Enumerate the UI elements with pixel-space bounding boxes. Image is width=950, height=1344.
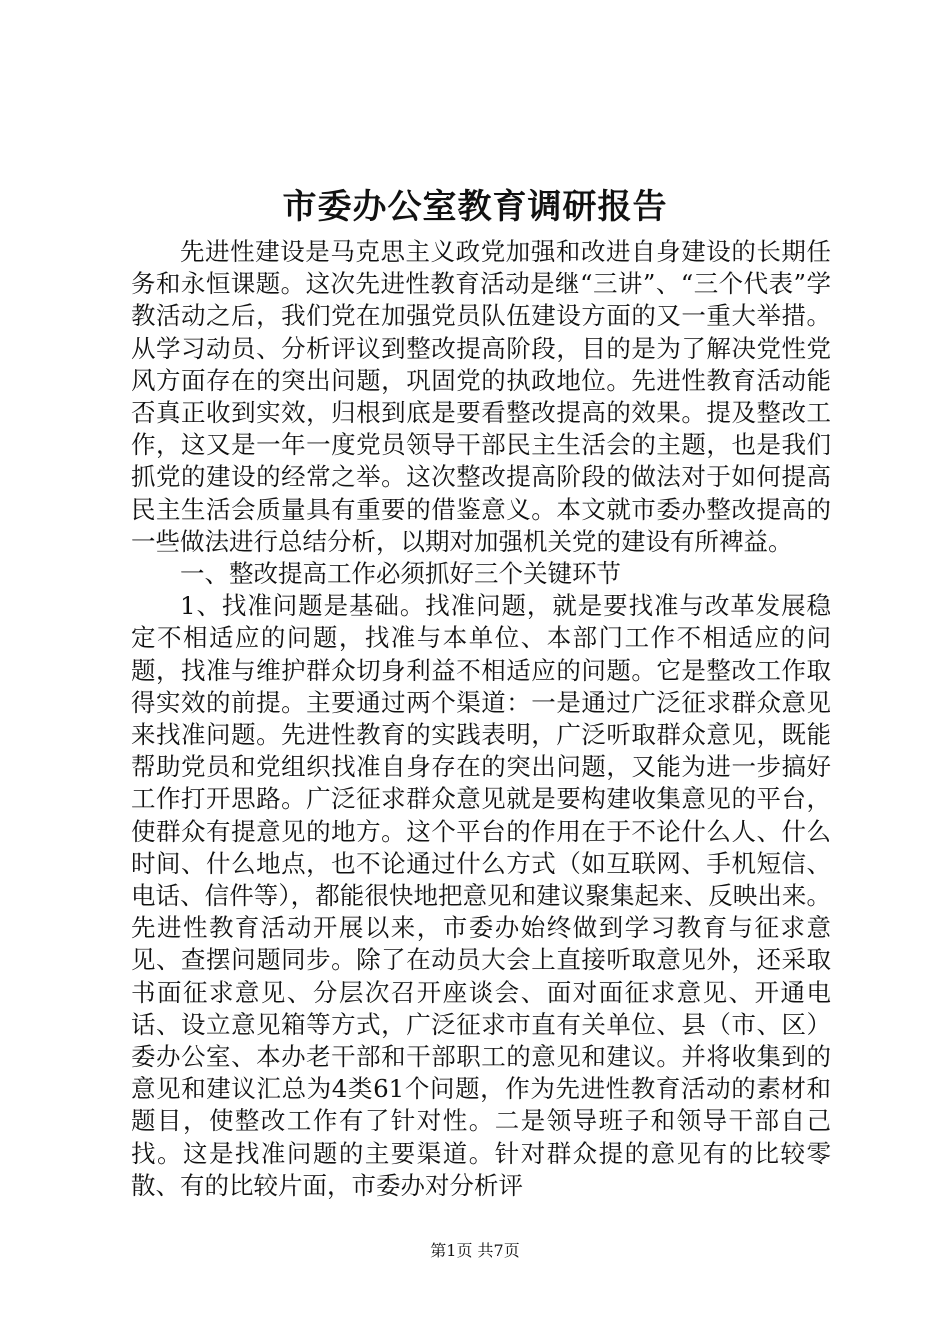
intro-paragraph: 先进性建设是马克思主义政党加强和改进自身建设的长期任务和永恒课题。这次先进性教育活动是继“三讲”、“三个代表”学教活动之后，我们党在加强党员队伍建设方面的又一重大举措。从学习动员、分析评议到整改提高阶段，目的是为了解决党性党风方面存在的突出问题，巩固党的执政地位。先进性教育活动能否真正收到实效，归根到底是要看整改提高的效果。提及整改工作，这又是一年一度党员领导干部民主生活会的主题，也是我们抓党的建设的经常之举。这次整改提高阶段的做法对于如何提高民主生活会质量具有重要的借鉴意义。本文就市委办整改提高的一些做法进行总结分析，以期对加强机关党的建设有所裨益。 bbox=[131, 237, 831, 556]
document-title: 市委办公室教育调研报告 bbox=[282, 187, 668, 227]
section-paragraph: 1、找准问题是基础。找准问题，就是要找准与改革发展稳定不相适应的问题，找准与本单位、本部门工作不相适应的问题，找准与维护群众切身利益不相适应的问题。它是整改工作取得实效的前提。主要通过两个渠道：一是通过广泛征求群众意见来找准问题。先进性教育的实践表明，广泛听取群众意见，既能帮助党员和党组织找准自身存在的突出问题，又能为进一步搞好工作打开思路。广泛征求群众意见就是要构建收集意见的平台，使群众有提意见的地方。这个平台的作用在于不论什么人、什么时间、什么地点，也不论通过什么方式（如互联网、手机短信、电话、信件等），都能很快地把意见和建议聚集起来、反映出来。先进性教育活动开展以来，市委办始终做到学习教育与征求意见、查摆问题同步。除了在动员大会上直接听取意见外，还采取书面征求意见、分层次召开座谈会、面对面征求意见、开通电话、设立意见箱等方式，广泛征求市直有关单位、县（市、区）委办公室、本办老干部和干部职工的意见和建议。并将收集到的意见和建议汇总为4类61个问题，作为先进性教育活动的素材和题目，使整改工作有了针对性。二是领导班子和领导干部自己找。这是找准问题的主要渠道。针对群众提的意见有的比较零散、有的比较片面，市委办对分析评 bbox=[131, 591, 831, 1200]
section-heading: 一、整改提高工作必须抓好三个关键环节 bbox=[180, 559, 621, 589]
page-number-footer: 第1页 共7页 bbox=[430, 1241, 520, 1260]
document-body bbox=[131, 236, 831, 1202]
